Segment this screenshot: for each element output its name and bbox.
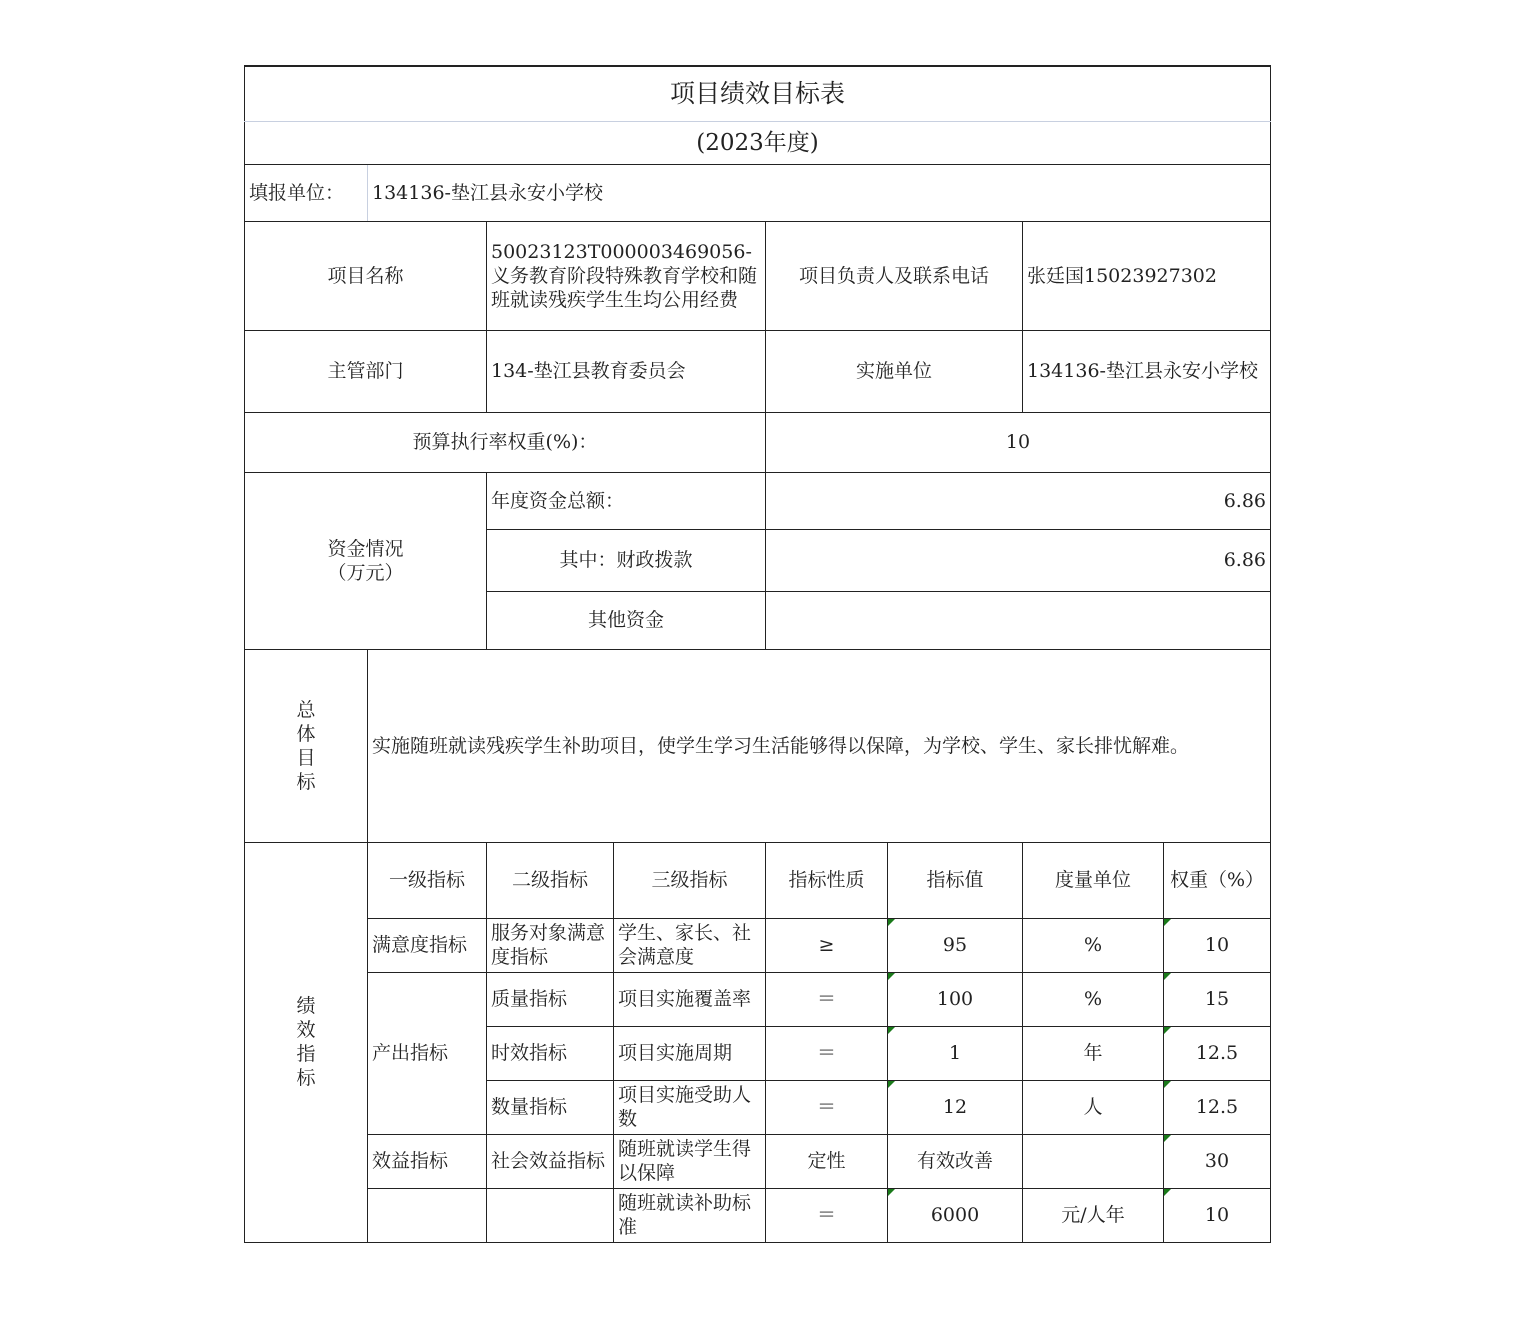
header-weight: 权重（%）	[1164, 842, 1271, 918]
cell-level2: 质量指标	[487, 972, 614, 1026]
funds-total-label: 年度资金总额：	[487, 472, 766, 529]
cell-weight: 30	[1164, 1134, 1271, 1188]
dept-value: 134-垫江县教育委员会	[487, 330, 766, 412]
goal-char: 体	[296, 722, 316, 745]
cell-level1	[368, 1188, 487, 1242]
overall-goal-text: 实施随班就读残疾学生补助项目，使学生学习生活能够得以保障，为学校、学生、家长排忧解难。	[368, 649, 1271, 842]
indicator-char: 效	[296, 1019, 316, 1041]
cell-unit: 元/人年	[1023, 1188, 1164, 1242]
cell-level1: 满意度指标	[368, 918, 487, 972]
funds-fiscal-label: 其中：财政拨款	[487, 529, 766, 591]
budget-weight-label: 预算执行率权重(%)：	[245, 412, 766, 472]
cell-weight: 10	[1164, 918, 1271, 972]
table-year: (2023年度)	[245, 121, 1271, 164]
goal-char: 标	[296, 770, 316, 793]
indicators-label	[245, 842, 368, 1242]
cell-unit: 人	[1023, 1080, 1164, 1134]
funds-other-label: 其他资金	[487, 591, 766, 649]
performance-target-table	[244, 65, 1271, 1243]
project-contact-value: 张廷国15023927302	[1023, 221, 1271, 330]
header-level1: 一级指标	[368, 842, 487, 918]
performance-target-sheet	[244, 65, 1270, 1243]
impl-unit-label: 实施单位	[766, 330, 1023, 412]
cell-value: 1	[888, 1026, 1023, 1080]
table-row	[245, 1134, 1271, 1188]
project-contact-label: 项目负责人及联系电话	[766, 221, 1023, 330]
cell-nature: ＝	[766, 972, 888, 1026]
cell-nature: ＝	[766, 1080, 888, 1134]
cell-level2	[487, 1188, 614, 1242]
cell-unit	[1023, 1134, 1164, 1188]
dept-label: 主管部门	[245, 330, 487, 412]
cell-value: 6000	[888, 1188, 1023, 1242]
header-value: 指标值	[888, 842, 1023, 918]
header-unit: 度量单位	[1023, 842, 1164, 918]
cell-nature: ＝	[766, 1188, 888, 1242]
cell-weight: 12.5	[1164, 1080, 1271, 1134]
budget-weight-value: 10	[766, 412, 1271, 472]
cell-weight: 15	[1164, 972, 1271, 1026]
project-name-value: 50023123T000003469056-义务教育阶段特殊教育学校和随班就读残疾学生生均公用经费	[487, 221, 766, 330]
funds-total-value: 6.86	[766, 472, 1271, 529]
project-name-label: 项目名称	[245, 221, 487, 330]
cell-unit: 年	[1023, 1026, 1164, 1080]
cell-level3: 学生、家长、社会满意度	[614, 918, 766, 972]
cell-level3: 项目实施覆盖率	[614, 972, 766, 1026]
indicator-char: 标	[296, 1067, 316, 1089]
cell-level2: 社会效益指标	[487, 1134, 614, 1188]
cell-weight: 12.5	[1164, 1026, 1271, 1080]
header-nature: 指标性质	[766, 842, 888, 918]
funds-other-value	[766, 591, 1271, 649]
cell-value: 100	[888, 972, 1023, 1026]
cell-level1: 产出指标	[368, 972, 487, 1134]
cell-level3: 随班就读补助标准	[614, 1188, 766, 1242]
cell-value: 有效改善	[888, 1134, 1023, 1188]
cell-unit: %	[1023, 918, 1164, 972]
funds-label-line2: （万元）	[327, 561, 404, 584]
cell-value: 12	[888, 1080, 1023, 1134]
overall-goal-label	[245, 649, 368, 842]
goal-char: 目	[296, 746, 316, 769]
funds-label	[245, 472, 487, 649]
funds-label-line1: 资金情况	[327, 537, 404, 560]
funds-fiscal-value: 6.86	[766, 529, 1271, 591]
indicator-char: 指	[296, 1043, 316, 1065]
indicator-char: 绩	[296, 995, 316, 1017]
header-level2: 二级指标	[487, 842, 614, 918]
cell-unit: %	[1023, 972, 1164, 1026]
table-row	[245, 918, 1271, 972]
cell-value: 95	[888, 918, 1023, 972]
goal-char: 总	[296, 698, 316, 721]
cell-level3: 项目实施周期	[614, 1026, 766, 1080]
cell-level3: 随班就读学生得以保障	[614, 1134, 766, 1188]
unit-value: 134136-垫江县永安小学校	[368, 164, 1271, 221]
cell-nature: 定性	[766, 1134, 888, 1188]
unit-label: 填报单位：	[245, 164, 368, 221]
table-row	[245, 1188, 1271, 1242]
header-level3: 三级指标	[614, 842, 766, 918]
table-row	[245, 972, 1271, 1026]
cell-level3: 项目实施受助人数	[614, 1080, 766, 1134]
cell-nature: ≥	[766, 918, 888, 972]
cell-level2: 时效指标	[487, 1026, 614, 1080]
cell-level2: 数量指标	[487, 1080, 614, 1134]
cell-weight: 10	[1164, 1188, 1271, 1242]
table-title: 项目绩效目标表	[245, 66, 1271, 121]
impl-unit-value: 134136-垫江县永安小学校	[1023, 330, 1271, 412]
cell-level1: 效益指标	[368, 1134, 487, 1188]
cell-level2: 服务对象满意度指标	[487, 918, 614, 972]
cell-nature: ＝	[766, 1026, 888, 1080]
